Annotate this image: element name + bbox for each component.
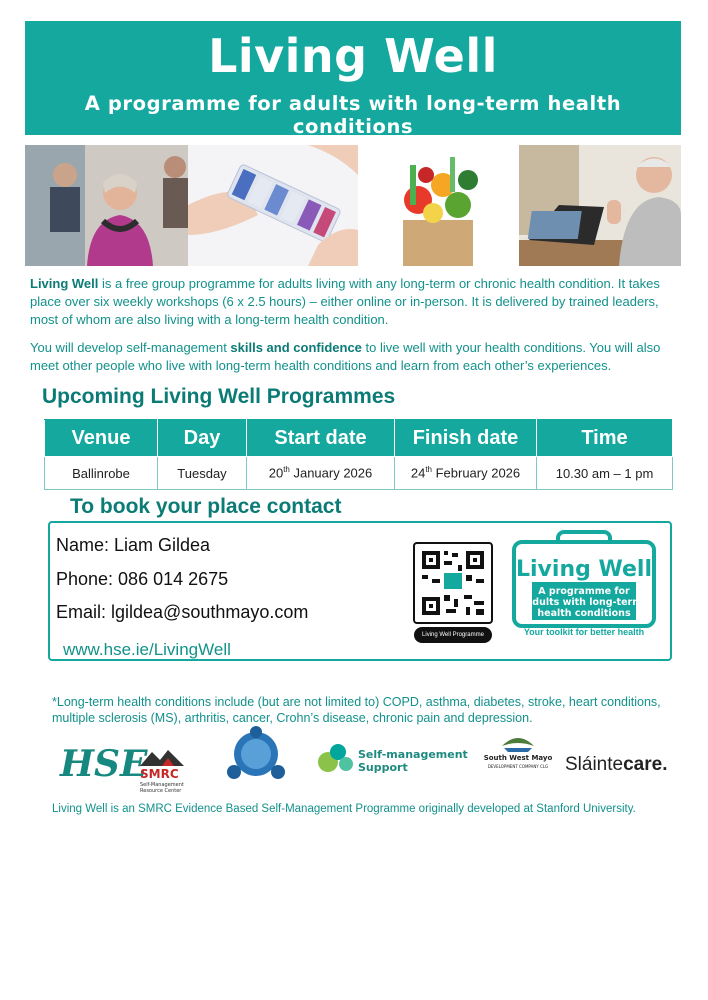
header-time: Time <box>537 420 673 457</box>
hse-logo <box>60 742 148 787</box>
photo-pill-organiser <box>188 145 358 266</box>
south-west-mayo-logo <box>480 728 556 791</box>
smrc-logo <box>138 748 188 799</box>
living-well-toolkit-logo <box>512 532 656 633</box>
conditions-footnote: *Long-term health conditions include (but are not limited to) COPD, asthma, diabetes, stroke, heart conditions, multiple sclerosis (MS), arthritis, cancer, Crohn’s disease, chronic pain and depression. <box>52 695 661 725</box>
intro-p2-start: You will develop self-management <box>30 340 231 355</box>
qr-code[interactable] <box>414 543 492 628</box>
toolkit-logo-sub1: A programme for <box>538 586 630 597</box>
intro-text <box>30 275 680 385</box>
cell-finish-date <box>395 457 537 490</box>
sms-logo-text: Self-management <box>358 748 468 761</box>
table-header-row <box>45 420 673 457</box>
contact-title: To book your place contact <box>62 495 374 521</box>
intro-p1-text: is a free group programme for adults living with any long-term or chronic health condition. It takes place over six weekly workshops (6 x 2.5 hours) – either online or in-person. It is delivered by trained leaders, most of whom are also living with a long-term health condition. <box>30 276 660 327</box>
partner-logos <box>60 728 668 794</box>
intro-p2-end: to live well with your health conditions. You will also meet other people who live with long-term health conditions and learn from each other’s experiences. <box>30 340 661 373</box>
photo-man-laptop <box>519 145 681 266</box>
photo-group-people <box>25 145 188 266</box>
finish-day-suffix: th <box>425 465 432 475</box>
contact-email[interactable]: Email: lgildea@southmayo.com <box>56 602 309 622</box>
finish-day-number: 24 <box>410 465 426 481</box>
cell-start-date <box>247 457 395 490</box>
framework-circle-logo <box>224 728 288 787</box>
swm-logo-text: South West Mayo <box>483 754 553 762</box>
start-day-number: 20 <box>268 465 284 481</box>
programmes-title: Upcoming Living Well Programmes <box>42 385 396 408</box>
slaintecare-logo <box>565 750 668 783</box>
header-banner <box>25 21 681 138</box>
care-text: care. <box>623 754 668 775</box>
finish-month-year: February 2026 <box>431 465 521 481</box>
toolkit-logo-sub3: health conditions <box>537 608 631 619</box>
self-management-support-logo <box>316 738 468 783</box>
banner-title: Living Well <box>208 29 498 83</box>
smrc-attribution: Living Well is an SMRC Evidence Based Self-Management Programme originally developed at Stanford University. <box>52 803 636 815</box>
header-venue: Venue <box>45 420 158 457</box>
intro-paragraph-1 <box>30 275 680 329</box>
programmes-table <box>44 419 673 490</box>
table-row <box>45 457 673 490</box>
cell-day: Tuesday <box>158 457 247 490</box>
header-finish-date: Finish date <box>395 420 537 457</box>
header-day: Day <box>158 420 247 457</box>
banner-subtitle: A programme for adults with long-term health conditions <box>84 92 622 138</box>
contact-name: Name: Liam Gildea <box>56 535 211 555</box>
cell-venue: Ballinrobe <box>45 457 158 490</box>
contact-phone[interactable]: Phone: 086 014 2675 <box>56 569 229 589</box>
intro-paragraph-2 <box>30 339 680 375</box>
smrc-logo-text: SMRC <box>140 767 179 781</box>
website-link[interactable]: www.hse.ie/LivingWell <box>63 640 231 659</box>
smrc-logo-sub2: Resource Center <box>140 788 182 794</box>
intro-p2-bold: skills and confidence <box>230 340 362 355</box>
toolkit-logo-sub2: adults with long-term <box>525 597 643 608</box>
toolkit-logo-title: Living Well <box>516 557 652 582</box>
start-month-year: January 2026 <box>289 465 373 481</box>
toolkit-tagline: Your toolkit for better health <box>523 627 645 637</box>
cell-time: 10.30 am – 1 pm <box>537 457 673 490</box>
sms-logo-text2: Support <box>358 761 408 774</box>
header-start-date: Start date <box>247 420 395 457</box>
swm-logo-sub: DEVELOPMENT COMPANY CLG <box>487 764 549 769</box>
intro-bold-name: Living Well <box>30 276 99 291</box>
photo-strip <box>25 145 681 266</box>
slainte-text: Sláinte <box>565 754 624 775</box>
photo-vegetables <box>358 145 519 266</box>
smrc-logo-sub1: Self-Management <box>140 782 184 788</box>
qr-caption: Living Well Programme <box>414 627 492 643</box>
start-day-suffix: th <box>283 465 290 475</box>
hse-logo-text: HSE <box>60 743 148 785</box>
svg-text:Sláintecare. <box>565 754 667 775</box>
